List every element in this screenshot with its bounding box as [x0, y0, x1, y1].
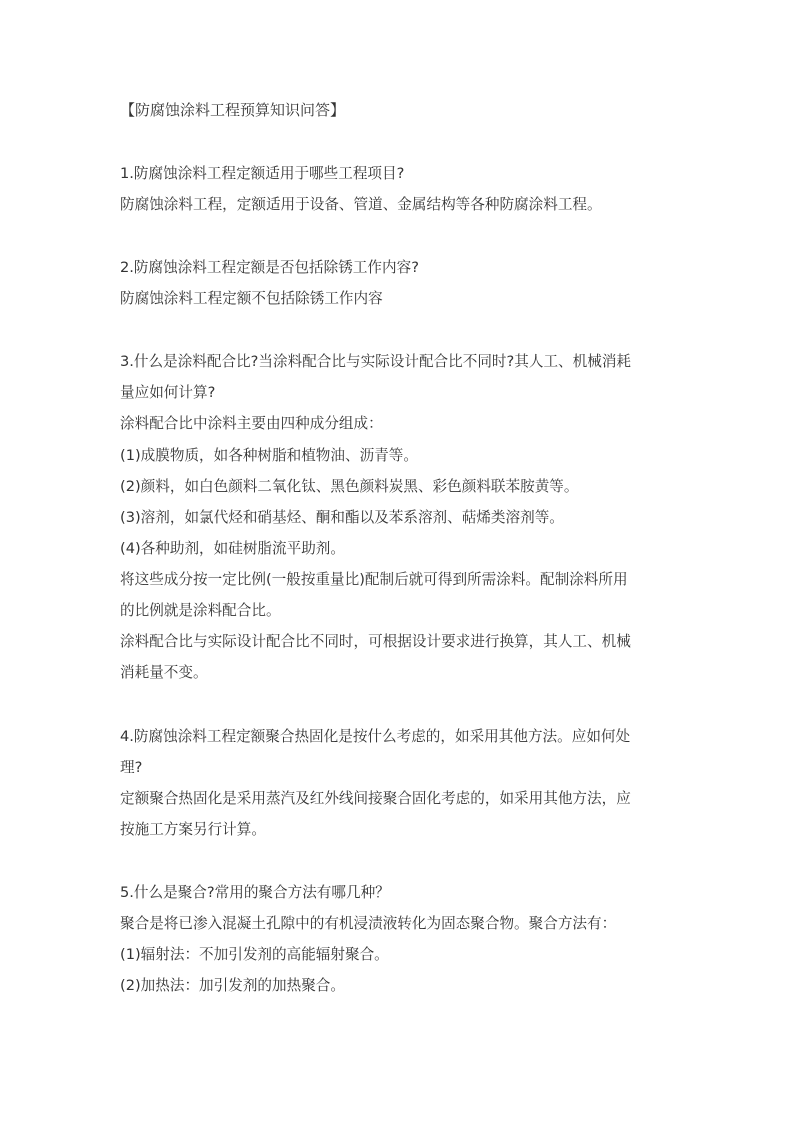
- question-3-line-2: 量应如何计算?: [120, 384, 216, 401]
- question-2: 2.防腐蚀涂料工程定额是否包括除锈工作内容?: [120, 259, 419, 276]
- answer-3-line-8: 涂料配合比与实际设计配合比不同时，可根据设计要求进行换算，其人工、机械: [120, 633, 631, 650]
- answer-3-line-7: 的比例就是涂料配合比。: [120, 602, 281, 619]
- question-4-line-2: 理?: [120, 759, 143, 776]
- answer-5-line-1: 聚合是将已渗入混凝土孔隙中的有机浸渍液转化为固态聚合物。聚合方法有：: [120, 915, 617, 932]
- answer-2-line-1: 防腐蚀涂料工程定额不包括除锈工作内容: [120, 290, 383, 307]
- answer-3-line-2: (1)成膜物质，如各种树脂和植物油、沥青等。: [120, 447, 418, 464]
- answer-5-line-2: (1)辐射法：不加引发剂的高能辐射聚合。: [120, 946, 389, 963]
- document-title: 【防腐蚀涂料工程预算知识问答】: [120, 101, 346, 119]
- answer-5-line-3: (2)加热法：加引发剂的加热聚合。: [120, 977, 345, 994]
- answer-3-line-6: 将这些成分按一定比例(一般按重量比)配制后就可得到所需涂料。配制涂料所用: [120, 571, 628, 588]
- answer-3-line-9: 消耗量不变。: [120, 664, 208, 681]
- answer-3-line-4: (3)溶剂，如氯代烃和硝基烃、酮和酯以及苯系溶剂、萜烯类溶剂等。: [120, 509, 564, 526]
- question-1: 1.防腐蚀涂料工程定额适用于哪些工程项目?: [120, 165, 405, 182]
- question-5: 5.什么是聚合?常用的聚合方法有哪几种？: [120, 884, 390, 901]
- question-3-line-1: 3.什么是涂料配合比?当涂料配合比与实际设计配合比不同时?其人工、机械消耗: [120, 353, 632, 370]
- answer-4-line-1: 定额聚合热固化是采用蒸汽及红外线间接聚合固化考虑的，如采用其他方法，应: [120, 790, 631, 807]
- answer-1-line-1: 防腐蚀涂料工程，定额适用于设备、管道、金属结构等各种防腐涂料工程。: [120, 196, 602, 213]
- answer-3-line-1: 涂料配合比中涂料主要由四种成分组成：: [120, 415, 383, 432]
- answer-3-line-5: (4)各种助剂，如硅树脂流平助剂。: [120, 540, 345, 557]
- answer-4-line-2: 按施工方案另行计算。: [120, 821, 266, 838]
- question-4-line-1: 4.防腐蚀涂料工程定额聚合热固化是按什么考虑的，如采用其他方法。应如何处: [120, 728, 631, 745]
- answer-3-line-3: (2)颜料，如白色颜料二氧化钛、黑色颜料炭黑、彩色颜料联苯胺黄等。: [120, 478, 579, 495]
